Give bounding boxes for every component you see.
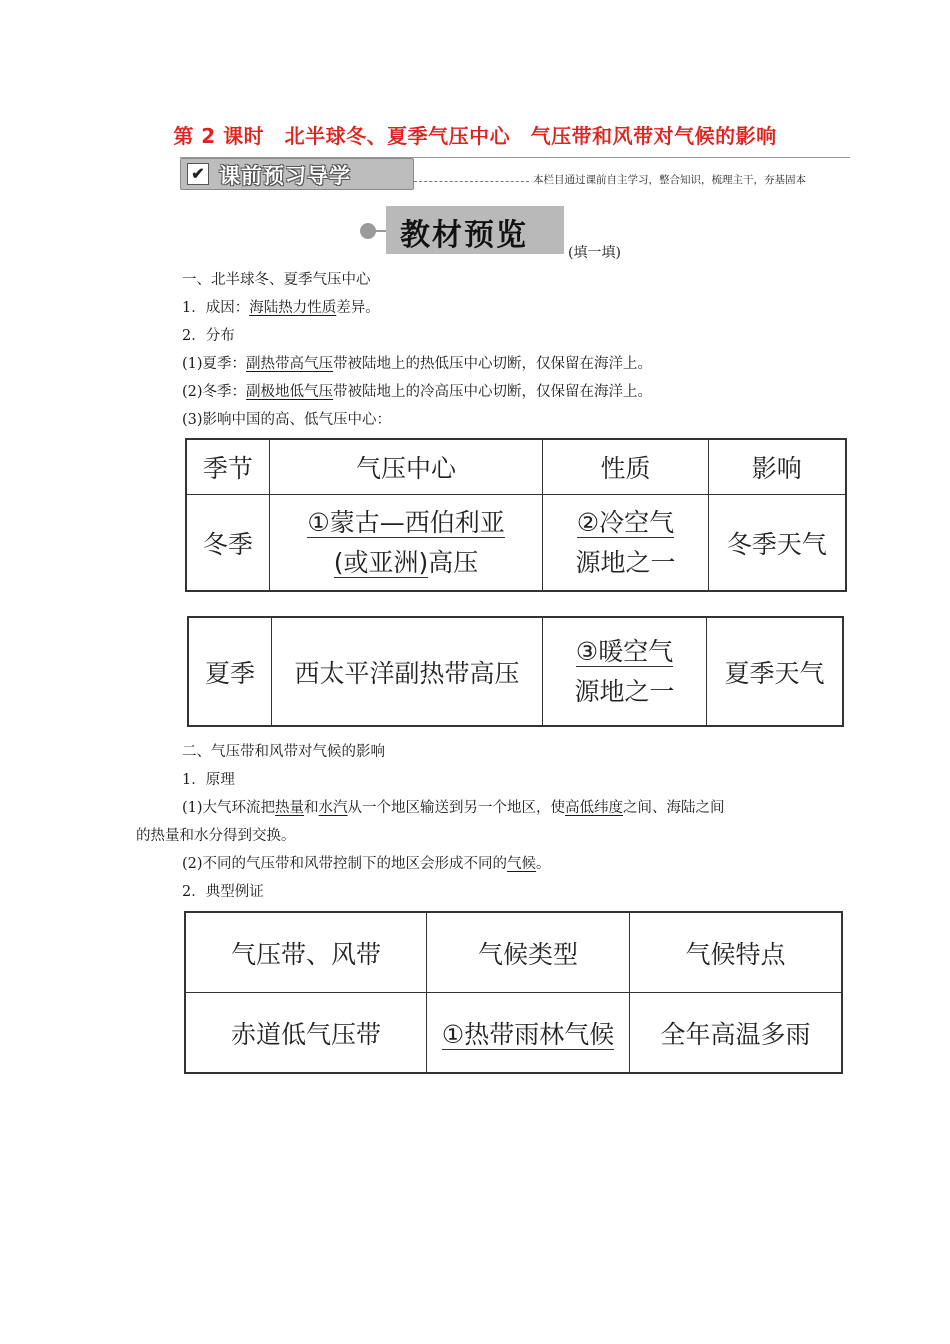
section-badge-note: (填一填) [568,245,621,261]
cause-line: 1．成因：海陆热力性质差异。 [182,300,380,316]
winter-line: (2)冬季：副极地低气压带被陆地上的冷高压中心切断，仅保留在海洋上。 [182,384,653,400]
section-banner [180,158,414,190]
banner-label: 课前预习导学 [219,164,351,188]
examples-heading: 2．典型例证 [182,884,264,900]
principle-2-line: (2)不同的气压带和风带控制下的地区会形成不同的气候。 [182,856,551,872]
winter-center: ①蒙古—西伯利亚 (或亚洲)高压 [269,495,543,591]
winter-effect: 冬季天气 [708,495,845,591]
summer-nature: ③暖空气 源地之一 [543,618,707,726]
distribution-heading: 2．分布 [182,328,235,344]
summer-line: (1)夏季：副热带高气压带被陆地上的热低压中心切断，仅保留在海洋上。 [182,356,653,372]
header-season: 季节 [187,440,270,495]
latitude-blank: 高低纬度 [565,800,624,816]
heat-blank: 热量 [275,800,305,816]
pressure-center-table-summer [188,617,843,726]
winter-season: 冬季 [187,495,270,591]
summer-blank: 副热带高气压 [246,356,334,372]
page-title: 第 2 课时 北半球冬、夏季气压中心 气压带和风带对气候的影响 [173,124,777,148]
header-belt: 气压带、风带 [186,913,427,993]
banner-dash-rule [414,181,529,182]
part2-heading: 二、气压带和风带对气候的影响 [182,744,385,760]
check-icon: ✔ [187,163,209,185]
vapor-blank: 水汽 [318,800,348,816]
principle-heading: 1．原理 [182,772,235,788]
header-climate-feature: 气候特点 [630,913,842,993]
banner-note: 本栏目通过课前自主学习，整合知识，梳理主干，夯基固本 [533,174,806,186]
climate-blank: 气候 [507,856,537,872]
summer-effect: 夏季天气 [707,618,843,726]
pressure-center-table-winter [186,439,846,591]
principle-1-line: (1)大气环流把热量和水汽从一个地区输送到另一个地区，使高低纬度之间、海陆之间 [182,800,725,816]
winter-nature: ②冷空气 源地之一 [543,495,708,591]
summer-center: 西太平洋副热带高压 [272,618,543,726]
principle-1-continued: 的热量和水分得到交换。 [136,828,296,844]
climate-example-table [185,912,842,1073]
summer-season: 夏季 [189,618,272,726]
row-climate-feature: 全年高温多雨 [630,993,842,1073]
bullet-dot-icon [360,223,376,239]
header-effect: 影响 [708,440,845,495]
china-centers-line: (3)影响中国的高、低气压中心： [182,412,392,428]
winter-blank: 副极地低气压 [246,384,334,400]
header-center: 气压中心 [269,440,543,495]
header-climate-type: 气候类型 [427,913,630,993]
cause-blank: 海陆热力性质 [249,300,337,316]
row-climate-type: ①热带雨林气候 [427,993,630,1073]
row-belt: 赤道低气压带 [186,993,427,1073]
section-badge-label: 教材预览 [400,218,528,253]
part1-heading: 一、北半球冬、夏季气压中心 [182,272,371,288]
header-nature: 性质 [543,440,708,495]
